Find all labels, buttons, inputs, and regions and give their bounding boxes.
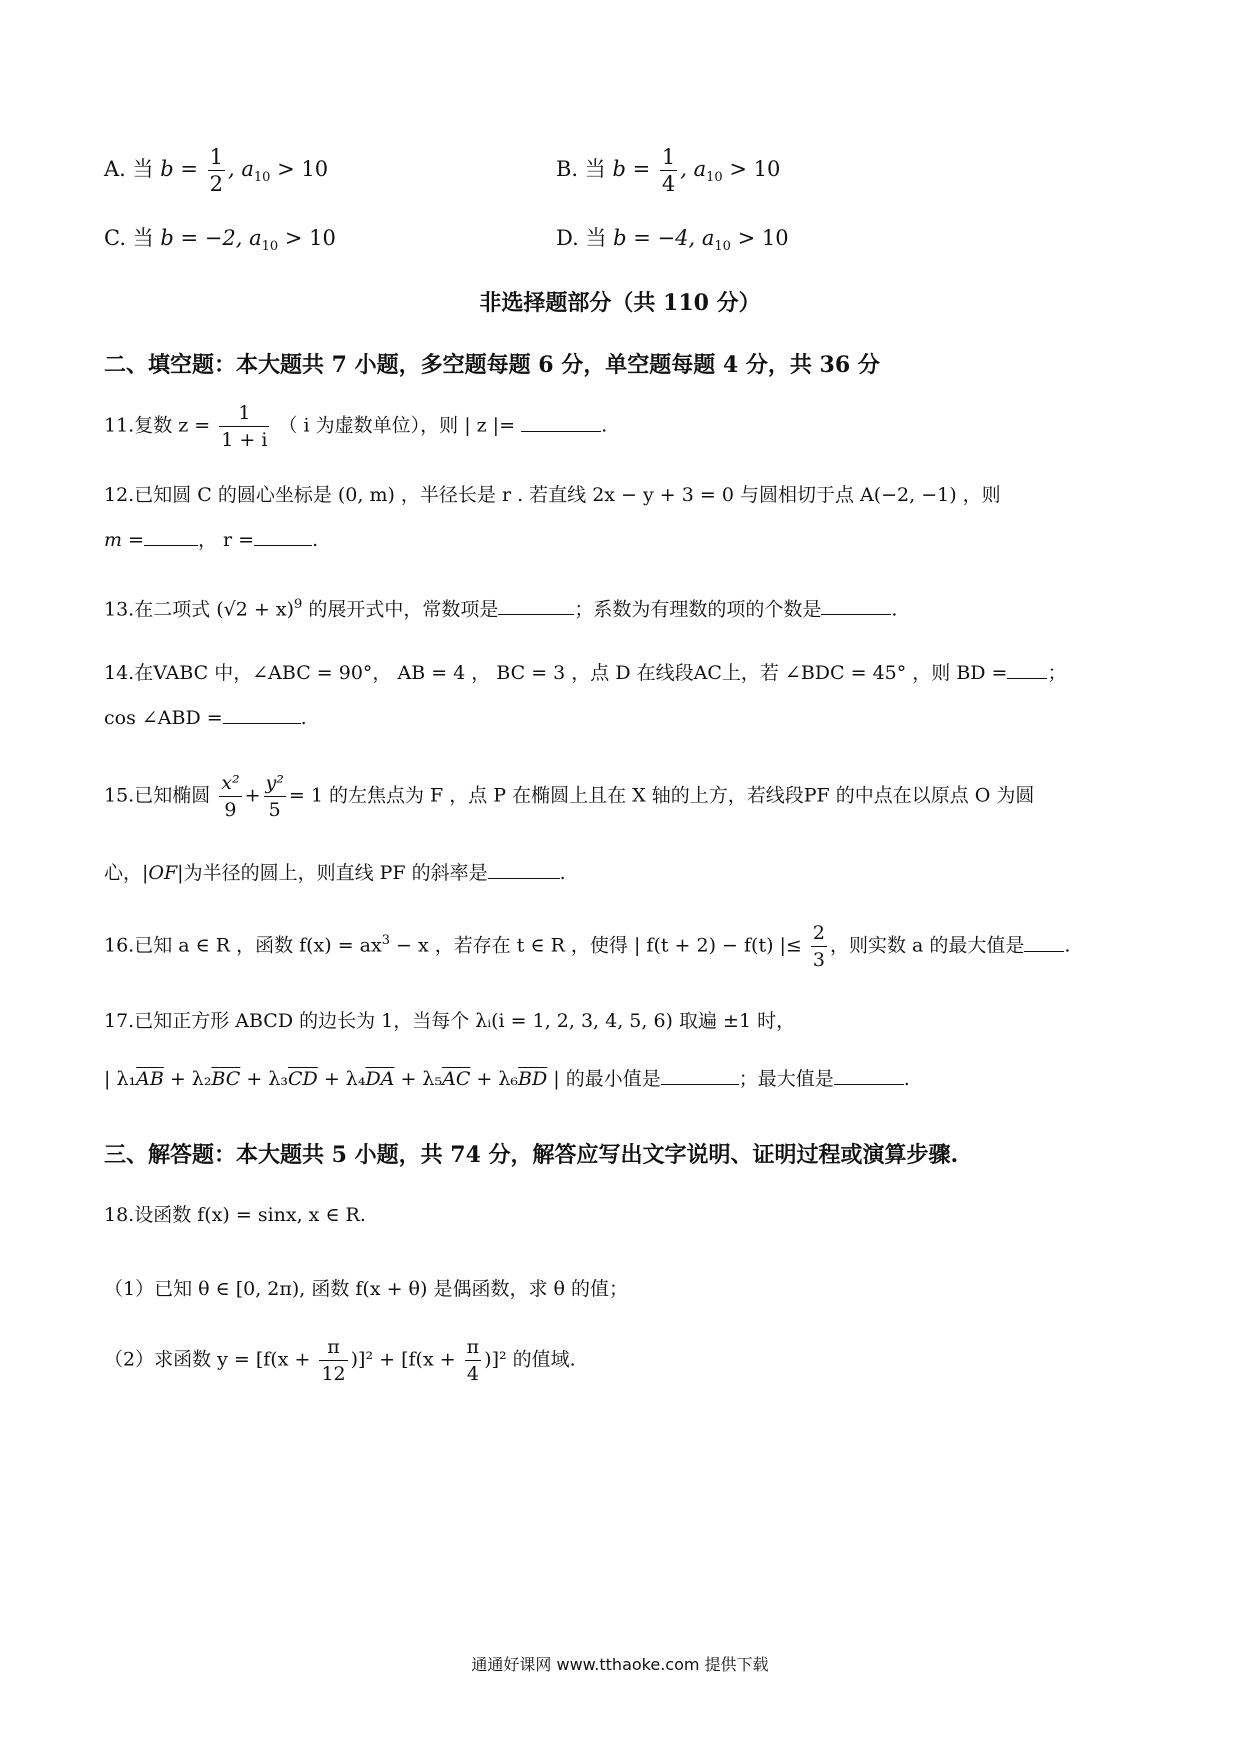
question-14-line2: cos ∠ABD = . (104, 707, 307, 729)
q16-fraction: $\frac{2}{3}$ (812, 922, 825, 971)
question-15-line1: 15.已知椭圆 $\frac{\text{x²}}{9}$ + $\frac{\text{y²}}{5}$ = 1 的左焦点为 F ，点 P 在椭圆上且在 X 轴的上方，若线段PF 的中点在以原点 O 为圆 (104, 772, 1035, 821)
answer-blank (1024, 933, 1064, 952)
option-a-label: A. (104, 157, 126, 181)
answer-blank (144, 527, 198, 546)
part2-title: 非选择题部分（共 110 分） (479, 290, 761, 316)
answer-blank (661, 1066, 739, 1085)
question-13: 13.在二项式 $(√2 + x)^9$ 的展开式中，常数项是 ；系数为有理数的项的个数是 . (104, 597, 898, 621)
q15-fraction-y: $\frac{\text{y²}}{5}$ (265, 772, 284, 821)
vector-cd: $\overline{CD}$ (288, 1068, 318, 1090)
question-12-line1: 12.已知圆 C 的圆心坐标是 (0, m) ，半径长是 r . 若直线 2x − y + 3 = 0 与圆相切于点 A(−2, −1) ，则 (104, 484, 1001, 506)
question-17-line2: | $\lambda_1\overline{AB} + \lambda_2\overline{BC} + \lambda_3\overline{CD} + \lambda_4\overline{DA} + \lambda_5\overline{AC} + \lambda_6\overline{BD}$ | 的最小值是 ；最大值是 . (104, 1068, 910, 1090)
option-c: C. 当 b = −2, $a_{10} > 10$ (104, 226, 336, 255)
question-16: 16.已知 a ∈ R ，函数 $f(x) = ax^3 - x$ ，若存在 t ∈ R ，使得 | f(t + 2) − f(t) |≤ $\frac{2}{3}$ ，则实数 a 的最大值是 . (104, 922, 1071, 971)
option-d: D. 当 b = −4, $a_{10} > 10$ (556, 226, 789, 255)
vector-ab: $\overline{AB}$ (136, 1068, 164, 1090)
answer-blank (521, 413, 601, 432)
question-15-line2: 心，|OF|为半径的圆上，则直线 PF 的斜率是 . (104, 862, 566, 884)
vector-ac: $\overline{AC}$ (442, 1068, 471, 1090)
question-18-line1: 18.设函数 f(x) = sinx, x ∈ R. (104, 1204, 366, 1226)
answer-blank (498, 596, 574, 615)
page-footer: 通通好课网 www.tthaoke.com 提供下载 (471, 1655, 769, 1674)
q11-fraction: $\frac{1}{1 + i}$ (221, 402, 268, 451)
question-18-part1: （1）已知 θ ∈ [0, 2π), 函数 f(x + θ) 是偶函数，求 θ 的值； (104, 1278, 628, 1300)
section2-title: 二、填空题：本大题共 7 小题，多空题每题 6 分，单空题每题 4 分，共 36 分 (104, 352, 880, 378)
question-18-part2: （2）求函数 y = [f(x + $\frac{\pi}{12}$ )]² + [f(x + $\frac{\pi}{4}$ )]² 的值域. (104, 1336, 576, 1385)
vector-da: $\overline{DA}$ (365, 1068, 395, 1090)
option-b: B. 当 b = $\frac{1}{4}$ , $a_{10} > 10$ (556, 145, 781, 196)
answer-blank (834, 1066, 904, 1085)
vector-bd: $\overline{BD}$ (518, 1068, 548, 1090)
section3-title: 三、解答题：本大题共 5 小题，共 74 分，解答应写出文字说明、证明过程或演算步骤. (104, 1142, 959, 1168)
option-b-label: B. (556, 157, 579, 181)
option-a-fraction: $\frac{1}{2}$ (209, 145, 223, 196)
vector-bc: $\overline{BC}$ (211, 1068, 241, 1090)
option-b-fraction: $\frac{1}{4}$ (661, 145, 676, 196)
option-d-label: D. (556, 226, 579, 250)
q18-fraction-1: $\frac{\pi}{12}$ (321, 1336, 346, 1385)
answer-blank (223, 705, 301, 724)
q15-fraction-x: $\frac{\text{x²}}{9}$ (221, 772, 240, 821)
question-12-line2: m = ， r = . (104, 529, 319, 551)
question-11: 11.复数 z = $\frac{1}{1 + i}$ （ i 为虚数单位），则 | z |= . (104, 402, 608, 451)
question-17-line1: 17.已知正方形 ABCD 的边长为 1，当每个 λᵢ(i = 1, 2, 3, 4, 5, 6) 取遍 ±1 时， (104, 1010, 796, 1032)
q18-fraction-2: $\frac{\pi}{4}$ (466, 1336, 480, 1385)
answer-blank (254, 527, 312, 546)
answer-blank (488, 860, 560, 879)
answer-blank (1007, 660, 1047, 679)
option-a: A. 当 b = $\frac{1}{2}$ , $a_{10} > 10$ (104, 145, 329, 196)
question-14-line1: 14.在VABC 中，∠ABC = 90°， AB = 4 ， BC = 3 ，点 D 在线段AC上，若 ∠BDC = 45° ，则 BD = ； (104, 662, 1067, 684)
option-c-label: C. (104, 226, 126, 250)
answer-blank (821, 596, 891, 615)
